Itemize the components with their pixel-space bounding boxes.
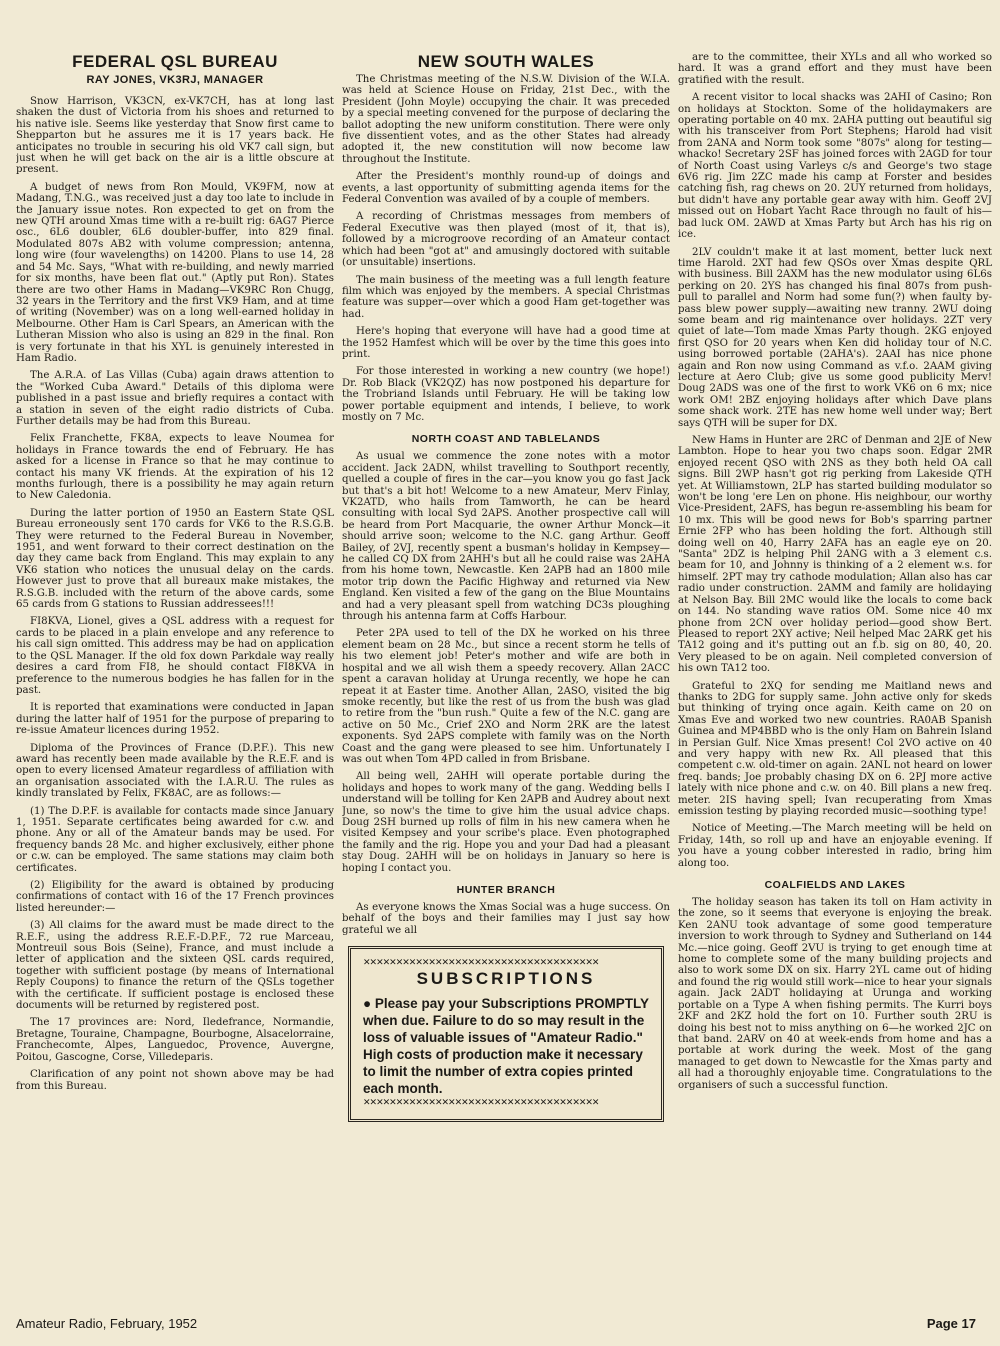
paragraph: Here's hoping that everyone will have had a good time at the 1952 Hamfest which will be over by the time this goes into print. (342, 326, 670, 360)
paragraph: New Hams in Hunter are 2RC of Denman and 2JE of New Lambton. Hope to hear you two chaps soon. Edgar 2MR enjoyed recent QSO with 2NS as they both held OA call signs. Bill 2WP hasn't got rig perking from Lakeside QTH yet. At Williamstown, 2LP has started building modulator so won't be long 'ere Len on phone. His neighbour, our worthy Vice-President, 2AFS, has begun re-assembling his beam for 10 mx. This will be good news for Bob's sparring partner Ernie 2FP who has been holding the fort. Although still doing well on 40, Harry 2AFA has an eagle eye on 20. "Santa" 2DZ is helping Phil 2ANG with a 3 element c.s. beam for 10, and Johnny is thinking of a 2 element w.s. for himself. 2PT may try cathode modulation; Allan also has car radio under construction. 2AMM and family are holidaying at Nelson Bay. Bill 2MC would like the locals to come back on 144. No standing wave ratios OM. Some nice 40 mx phone from 2CN over holiday period—good show Bert. Pleased to report 2XY active; Neil helped Mac 2ARK get his TA12 going and it's putting out an f.b. sig on 80, 40, 20. Very pleased to be on again. Neil completed conversion of his own TA12 too. (678, 435, 992, 675)
paragraph: The A.R.A. of Las Villas (Cuba) again draws attention to the "Worked Cuba Award." Details of this diploma were published in a past issue and briefly requires a contact with a station in seven of the eight radio districts of Cuba. Further details may be had from this Bureau. (16, 370, 334, 427)
paragraph: (3) All claims for the award must be made direct to the R.E.F., using the address R.E.F.-D.P.F., 72 rue Marceau, Montreuil sous Bois (Seine), France, and must include a letter of application and the sixteen QSL cards required, together with sufficient postage (by means of International Reply Coupons) to finance the return of the QSLs together with the certificate. If sufficient postage is enclosed these documents will be returned by registered post. (16, 920, 334, 1012)
paragraph: FI8KVA, Lionel, gives a QSL address with a request for cards to be placed in a plain envelope and any reference to his call sign omitted. This address may be had on application to the QSL Manager. If the old fox down Parkdale way really desires a card from FI8, he should contact FI8KVA in preference to the numerous bodgies he has fallen for in the past. (16, 616, 334, 696)
article-body (678, 52, 992, 869)
section-title: NEW SOUTH WALES (417, 52, 595, 71)
paragraph: (2) Eligibility for the award is obtained by producing confirmations of contact with 16 of the 17 French provinces listed hereunder:— (16, 880, 334, 914)
article-body (342, 902, 670, 936)
paragraph: As everyone knows the Xmas Social was a huge success. On behalf of the boys and their families may I just say how grateful we all (342, 902, 670, 936)
notice-title: SUBSCRIPTIONS (416, 969, 596, 989)
column-nsw-continued (678, 52, 992, 1302)
subscriptions-notice (348, 946, 664, 1122)
paragraph: Clarification of any point not shown above may be had from this Bureau. (16, 1069, 334, 1092)
paragraph: The Christmas meeting of the N.S.W. Division of the W.I.A. was held at Science House on Friday, 21st Dec., with the President (John Moyle) occupying the chair. It was preceded by a special meeting convened for the purpose of declaring the ballot adopting the new uniform constitution. There were only five dissentient votes, and as the other States had already adopted it, the new constitution will now become law throughout the Institute. (342, 74, 670, 165)
paragraph: (1) The D.P.F. is available for contacts made since January 1, 1951. Separate certificates being awarded for c.w. and phone. Any or all of the Amateur bands may be used. For frequency bands 28 Mc. and higher exclusively, either phone or c.w. can be employed. The same stations may claim both certificates. (16, 805, 334, 874)
article-body (16, 96, 334, 1092)
paragraph: A recent visitor to local shacks was 2AHI of Casino; Ron on holidays at Stockton. Some of the holidaymakers are operating portable on 40 mx. 2AHA putting out beautiful sig with his transceiver from Port Stephens; Harold had visit from 2ANA and Norm took some "807s" along for testing—whacko! Secretary 2SF has joined forces with 2AGD for tour of North Coast using Varleys c/s and George's two stage 6V6 rig. Jim 2ZC made his camp at Forster and besides catching fish, rag chews on 20. 2UY returned from holidays, but didn't have any portable gear away with him. Geoff 2VJ missed out on Hobart Yacht Race through no fault of his—bad luck OM. 2AWD at Xmas Party but Arch has his rig on ice. (678, 92, 992, 241)
section-title: FEDERAL QSL BUREAU (72, 52, 278, 71)
paragraph: Notice of Meeting.—The March meeting will be held on Friday, 14th, so roll up and have an enjoyable evening. If you have a young cobber interested in radio, bring him along too. (678, 823, 992, 869)
section-byline: RAY JONES, VK3RJ, MANAGER (86, 74, 264, 86)
paragraph: Felix Franchette, FK8A, expects to leave Noumea for holidays in France towards the end of February. He has asked for a license in France so that he may continue to contact his many VK friends. At the expiration of his 12 months furlough, there is a possibility he may again return to New Caledonia. (16, 433, 334, 502)
paragraph: After the President's monthly round-up of doings and events, a last opportunity of submitting agenda items for the Federal Convention was availed of by a couple of members. (342, 171, 670, 206)
page-number: Page 17 (926, 1316, 976, 1331)
subsection-heading: COALFIELDS AND LAKES (764, 879, 906, 892)
column-new-south-wales (342, 52, 670, 1302)
paragraph: Grateful to 2XQ for sending me Maitland news and thanks to 2DG for supply same. John active only for skeds but thinking of trying once again. Keith came on 20 on Xmas Eve and worked two new countries. RA0AB Spanish Guinea and MP4BBD who is the only Ham on Bahrein Island in Persian Gulf. Nice Xmas present! Col 2VO active on 40 and very happy with new Rx. All pleased that this competent c.w. old-timer on again. 2ANL not heard on lower freq. bands; Joe probably chasing DX on 6. 2PJ more active lately with nice phone and c.w. on 40. Bill plans a new freq. meter. 2IS having spell; Ivan recuperating from Xmas emission testing by playing recorded music—soothing type! (678, 680, 992, 817)
article-body (678, 897, 992, 1091)
paragraph: During the latter portion of 1950 an Eastern State QSL Bureau erroneously sent 170 cards for VK6 to the R.S.G.B. They were returned to the Federal Bureau in November, 1951, and went forward to their correct destination on the day they came back from England. This may explain to any VK6 station who notices the unusual delay on the cards. However just to prove that all bureaux make mistakes, the R.S.G.B. included with the return of the above cards, some 65 cards from G stations to Russian addressees!!! (16, 507, 334, 611)
paragraph: A recording of Christmas messages from members of Federal Executive was then played (most of it, that is), followed by a microgroove recording of an Amateur contact which had been "got at" and amusingly doctored with suitable (or unsuitable) insertions. (342, 211, 670, 269)
subsection-heading: HUNTER BRANCH (456, 884, 556, 896)
paragraph: All being well, 2AHH will operate portable during the holidays and hopes to work many of the gang. Wedding bells I understand will be tolling for Ken 2APB and Audrey about next June, so now's the time to give him the usual advice chaps. Doug 2SH burned up rolls of film in his new camera when he visited Kempsey and your scribe's place. Even photographed the family and the rig. Hope you and your Dad had a pleasant stay Doug. 2AHH will be on holidays in January so here is hoping I contact you. (342, 771, 670, 874)
paragraph: It is reported that examinations were conducted in Japan during the latter half of 1951 for the purpose of preparing to re-issue Amateur licences during 1952. (16, 702, 334, 737)
article-body (342, 451, 670, 874)
subsection-heading: NORTH COAST AND TABLELANDS (411, 433, 601, 446)
paragraph: The holiday season has taken its toll on Ham activity in the zone, so it seems that everyone is enjoying the break. Ken 2ANU took advantage of some good temperature inversion to work through to Sydney and Sutherland on 144 Mc.—nice going. Geoff 2VU is trying to get enough time at home to complete some of the many building projects and also to work some DX on six. Harry 2YL came out of hiding and found the rig would still work—nice to hear your signals again. Jack 2ADT holidaying at Urunga and working portable on a Type A when fishing permits. The Kurri boys 2KF and 2KZ hold the fort on 10. Further south 2RU is doing his best not to miss anything on 6—he worked 2JC on that band. 2ARV on 40 at week-ends from home and has a portable at work during the week. Most of the gang managed to get down to Newcastle for the Xmas party and all had a thoroughly enjoyable time. Congratulations to the organisers of such a successful function. (678, 897, 992, 1091)
column-federal-qsl-bureau (16, 52, 334, 1302)
zigzag-border: ✕✕✕✕✕✕✕✕✕✕✕✕✕✕✕✕✕✕✕✕✕✕✕✕✕✕✕✕✕✕✕✕✕✕✕✕ (363, 958, 599, 969)
paragraph: Peter 2PA used to tell of the DX he worked on his three element beam on 28 Mc., but since a recent storm he tells of his two element job! Peter's mother and wife are both in hospital and we all wish them a speedy recovery. Allan 2ACC spent a caravan holiday at Urunga recently, we hope he can repeat it at Easter time. Another Allan, 2ASO, visited the big smoke recently, but like the rest of us from the bush was glad to retire from the "bun rush." Quite a few of the N.C. gang are active on 50 Mc., Crief 2XO and Norm 2RK are the latest exponents. Syd 2APS complete with family was on the North Coast and the gang were pleased to see him. Unfortunately I was out when Tom 4PD called in from Brisbane. (342, 628, 670, 765)
paragraph: As usual we commence the zone notes with a motor accident. Jack 2ADN, whilst travelling to Southport recently, quelled a couple of fires in the car—you know you go fast Jack but that's a bit hot! Welcome to a new Amateur, Merv Finlay, VK2ATD, who hails from Tamworth, he can be heard consulting with local Syd 2APS. Another prospective call will be heard from Port Macquarie, the owner Arthur Monck—it should arrive soon; welcome to the N.C. gang Arthur. Geoff Bailey, of 2VJ, recently spent a busman's holiday in Kempsey—he called CQ DX from 2AHH's but all he could raise was 2AHA from his home town, Newcastle. Ken 2APB had an 1800 mile motor trip down the Pacific Highway and returned via New England. Ken visited a few of the gang on the Blue Mountains and had a very pleasant spell from watching DC3s ploughing through his antenna farm at Coffs Harbour. (342, 451, 670, 623)
paragraph: The main business of the meeting was a full length feature film which was enjoyed by the members. A special Christmas feature was supper—over which a good Ham get-together was had. (342, 274, 670, 320)
paragraph: Diploma of the Provinces of France (D.P.F.). This new award has recently been made available by the R.E.F. and is open to every licensed Amateur regardless of affiliation with an organisation associated with the I.A.R.U. The rules as kindly translated by Felix, FK8AC, are as follows:— (16, 742, 334, 800)
paragraph: A budget of news from Ron Mould, VK9FM, now at Madang, T.N.G., was received just a day too late to include in the January issue notes. Ron expected to get on from the new QTH around Xmas time with a re-built rig: 6AG7 Pierce osc., 6L6 doubler, 6L6 doubler-buffer, into 829 final. Modulated 807s AB2 with volume compression; antenna, long wire (four wavelengths) on 14200. Plans to use 14, 28 and 54 Mc. Says, "What with re-building, and newly married for six months, have been flat out." (Aptly put Ron). States there are two other Hams in Madang—VK9RC Ron Chugg, 32 years in the Territory and the first VK9 Ham, and at time of writing (November) was on a long well-earned holiday in Melbourne. Other Ham is Carl Spears, an American with the Lutheran Mission who also is using an 829 in the final. Ron is very fortunate in that his XYL is genuinely interested in Ham Radio. (16, 181, 334, 364)
paragraph: 2LV couldn't make it at last moment, better luck next time Harold. 2XT had few QSOs over Xmas despite QRL with business. Bill 2AXM has the new modulator using 6L6s perking on 20. 2YS has changed his final 807s from push-pull to parallel and Norm had some fun(?) when faulty by-pass blew power supply—awaiting new tranny. 2WU doing some beam and rig maintenance over holidays. 2ZT very quiet of late—Tom made Xmas Party though. 2KG enjoyed first QSO for 20 years when Ken did holiday tour of N.C. using borrowed portable (2AHA's). 2AAI has nice phone again and Ron now using Command as v.f.o. 2AAM giving lecture at Aero Club; give us some good publicity Merv! Doug 2ADS was one of the first to work VK6 on 6 mx; nice work OM! 2BZ enjoying holidays after which Dave plans some shack work. 2TE has new home well under way; Bert says QTH will be super for DX. (678, 246, 992, 429)
paragraph: are to the committee, their XYLs and all who worked so hard. It was a grand effort and they must have been gratified with the result. (678, 52, 992, 86)
paragraph: The 17 provinces are: Nord, Iledefrance, Normandie, Bretagne, Touraine, Champagne, Bourbogne, Alsacelorraine, Franchecomte, Alpes, Languedoc, Provence, Auvergne, Poitou, Gascogne, Corse, Villedeparis. (16, 1017, 334, 1063)
article-body (342, 74, 670, 423)
publication-issue: Amateur Radio, February, 1952 (16, 1316, 198, 1331)
paragraph: For those interested in working a new country (we hope!) Dr. Rob Black (VK2QZ) has now postponed his departure for the Trobriand Islands until February. He will be taking low power portable equipment and intends, I believe, to work mostly on 7 Mc. (342, 366, 670, 423)
paragraph: Snow Harrison, VK3CN, ex-VK7CH, has at long last shaken the dust of Victoria from his shoes and returned to his native isle. Seems like yesterday that Snow first came to Shepparton but he assures me it is 17 years back. He anticipates no trouble in securing his old VK7 call sign, but just when he will get back on the air is a little obscure at present. (16, 96, 334, 176)
notice-body: ● Please pay your Subscriptions PROMPTLY when due. Failure to do so may result in the loss of valuable issues of "Amateur Radio." High costs of production make it necessary to limit the number of extra copies printed each month. (363, 996, 649, 1097)
zigzag-border: ✕✕✕✕✕✕✕✕✕✕✕✕✕✕✕✕✕✕✕✕✕✕✕✕✕✕✕✕✕✕✕✕✕✕✕✕ (363, 1098, 599, 1109)
